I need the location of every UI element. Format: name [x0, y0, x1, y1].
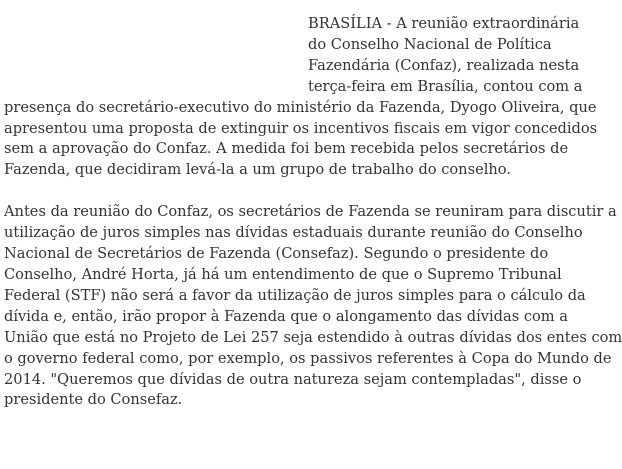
- paragraph-2-line-9: 2014. "Queremos que dívidas de outra natureza sejam contempladas", disse o: [4, 370, 582, 388]
- paragraph-spacer: [4, 181, 557, 202]
- paragraph-1-line-7: sem a aprovação do Confaz. A medida foi bem recebida pelos secretários de: [4, 140, 569, 158]
- paragraph-1-line-8: Fazenda, que decidiram levá-la a um grupo de trabalho do conselho.: [4, 161, 511, 179]
- paragraph-2-line-1: Antes da reunião do Confaz, os secretários de Fazenda se reuniram para discutir a: [4, 203, 617, 221]
- paragraph-1-line-6: apresentou uma proposta de extinguir os incentivos fiscais em vigor concedidos: [4, 119, 598, 137]
- paragraph-2-line-8: o governo federal como, por exemplo, os passivos referentes à Copa do Mundo de: [4, 349, 612, 367]
- paragraph-2-line-7: União que está no Projeto de Lei 257 seja estendido à outras dívidas dos entes com: [4, 328, 622, 346]
- paragraph-2-line-2: utilização de juros simples nas dívidas estaduais durante reunião do Conselho: [4, 224, 583, 242]
- paragraph-1-line-3: Fazendária (Confaz), realizada nesta: [308, 56, 580, 74]
- paragraph-1-line-2: do Conselho Nacional de Política: [308, 35, 552, 53]
- paragraph-1-line-1: BRASÍLIA - A reunião extraordinária: [308, 15, 580, 32]
- paragraph-2-line-3: Nacional de Secretários de Fazenda (Consefaz). Segundo o presidente do: [4, 245, 549, 263]
- paragraph-2-line-5: Federal (STF) não será a favor da utilização de juros simples para o cálculo da: [4, 286, 586, 304]
- paragraph-1-line-4: terça-feira em Brasília, contou com a: [308, 77, 583, 95]
- paragraph-1: [4, 14, 598, 181]
- paragraph-1-line-5: presença do secretário-executivo do ministério da Fazenda, Dyogo Oliveira, que: [4, 98, 597, 116]
- paragraph-2-line-6: dívida e, então, irão propor à Fazenda que o alongamento das dívidas com a: [4, 307, 568, 325]
- article-body: [4, 14, 622, 411]
- paragraph-2-line-4: Conselho, André Horta, já há um entendimento de que o Supremo Tribunal: [4, 265, 562, 283]
- paragraph-2: [4, 202, 622, 411]
- paragraph-2-line-10: presidente do Consefaz.: [4, 391, 183, 409]
